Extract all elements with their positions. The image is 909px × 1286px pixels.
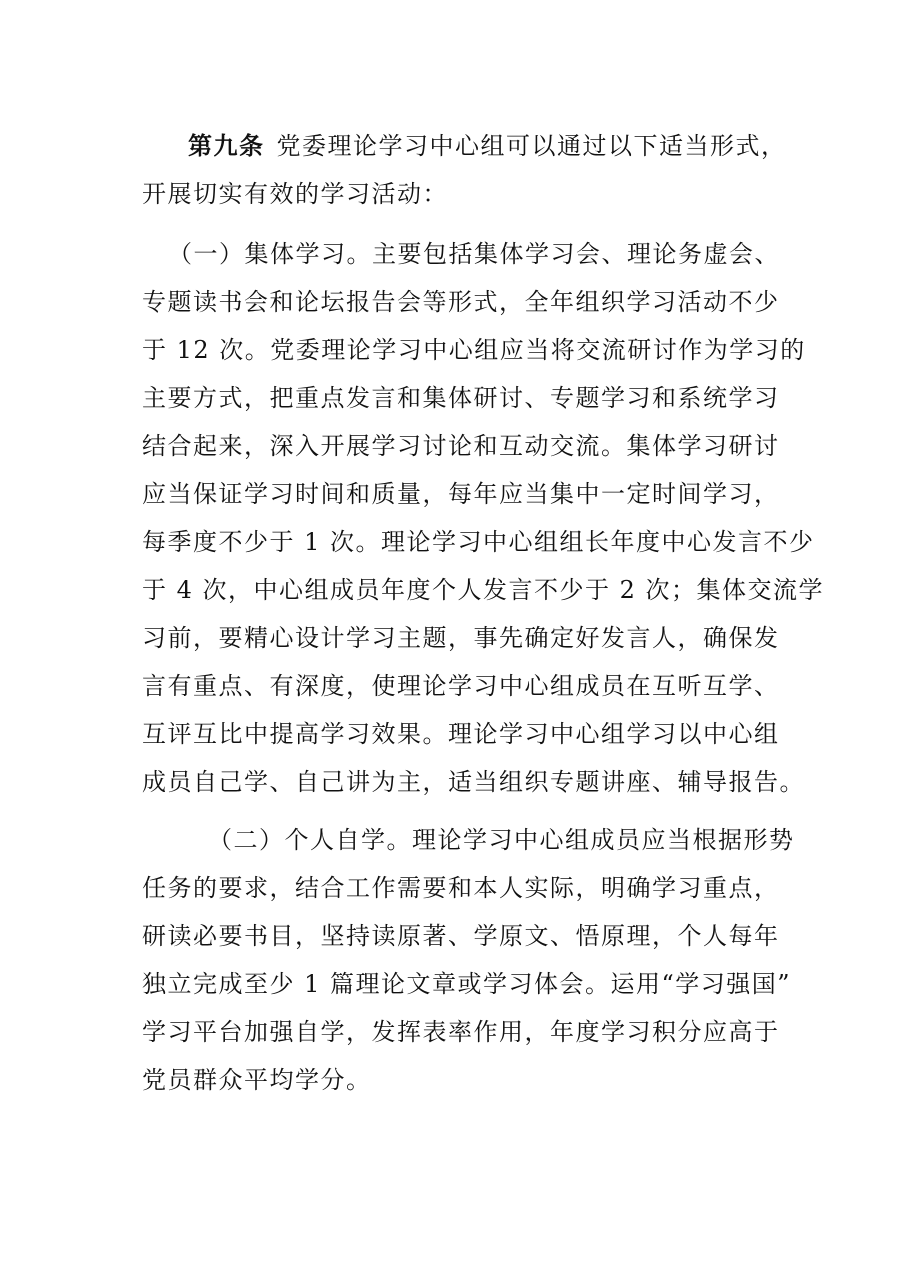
section1-line: （一）集体学习。主要包括集体学习会、理论务虚会、 <box>168 240 780 268</box>
article-first-line <box>188 130 828 162</box>
section1-line: 言有重点、有深度，使理论学习中心组成员在互听互学、 <box>142 672 780 700</box>
section2-line: 学习平台加强自学，发挥表率作用，年度学习积分应高于 <box>142 1018 780 1046</box>
section1-line: 于 4 次，中心组成员年度个人发言不少于 2 次；集体交流学 <box>142 576 825 604</box>
section2-line: 研读必要书目，坚持读原著、学原文、悟原理，个人每年 <box>142 922 780 950</box>
article-line: 党委理论学习中心组可以通过以下适当形式， <box>276 132 787 160</box>
section1-line: 结合起来，深入开展学习讨论和互动交流。集体学习研讨 <box>142 432 780 460</box>
section1-line: 每季度不少于 1 次。理论学习中心组组长年度中心发言不少 <box>142 528 815 556</box>
section1-line: 成员自己学、自己讲为主，适当组织专题讲座、辅导报告。 <box>142 768 805 796</box>
section2-line: 任务的要求，结合工作需要和本人实际，明确学习重点， <box>142 874 780 902</box>
section1-line: 应当保证学习时间和质量，每年应当集中一定时间学习， <box>142 480 780 508</box>
section1-line: 互评互比中提高学习效果。理论学习中心组学习以中心组 <box>142 720 780 748</box>
section1-line: 专题读书会和论坛报告会等形式，全年组织学习活动不少 <box>142 288 780 316</box>
section2-line: （二）个人自学。理论学习中心组成员应当根据形势 <box>208 826 795 854</box>
section1-line: 于 12 次。党委理论学习中心组应当将交流研讨作为学习的 <box>142 336 806 364</box>
section2-line: 独立完成至少 1 篇理论文章或学习体会。运用“学习强国” <box>142 970 792 998</box>
article-heading: 第九条 <box>188 131 265 160</box>
section2-line: 党员群众平均学分。 <box>142 1066 372 1094</box>
article-line: 开展切实有效的学习活动： <box>142 180 448 208</box>
section1-line: 习前，要精心设计学习主题，事先确定好发言人，确保发 <box>142 624 780 652</box>
section1-line: 主要方式，把重点发言和集体研讨、专题学习和系统学习 <box>142 384 780 412</box>
